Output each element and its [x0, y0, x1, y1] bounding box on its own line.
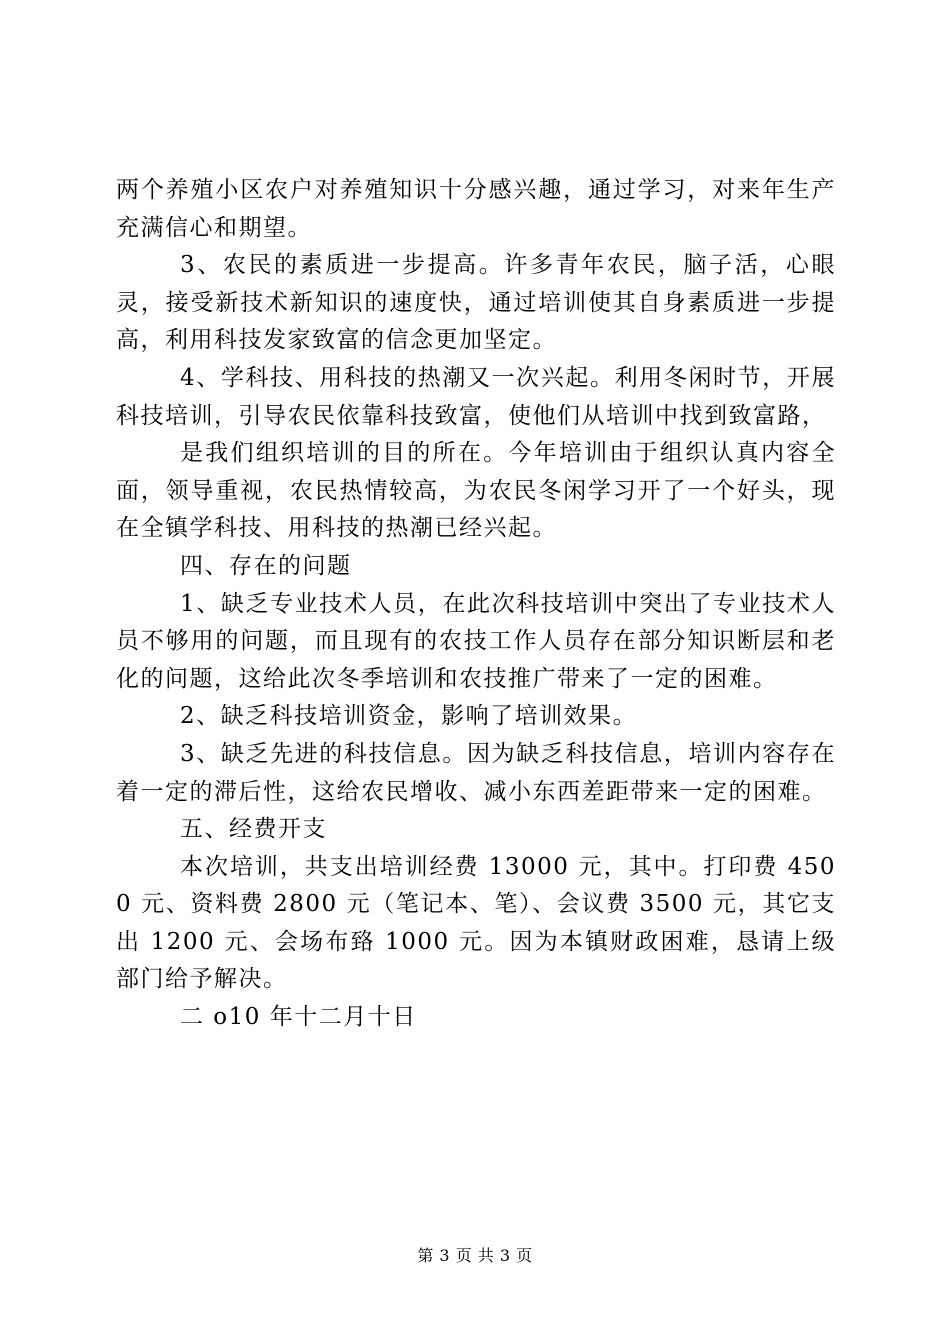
section-heading-expenses: 五、经费开支 [180, 816, 327, 843]
section-heading-problems: 四、存在的问题 [180, 552, 352, 579]
paragraph-1: 两个养殖小区农户对养殖知识十分感兴趣，通过学习，对来年生产充满信心和期望。 [116, 177, 836, 241]
paragraph-8: 本次培训，共支出培训经费 13000 元，其中。打印费 4500 元、资料费 2800 元（笔记本、笔）、会议费 3500 元，其它支出 1200 元、会场布臵 1000 元。因为本镇财政困难，恳请上级部门给予解决。 [116, 853, 836, 993]
paragraph-3: 4、学科技、用科技的热潮又一次兴起。利用冬闲时节，开展科技培训，引导农民依靠科技致富，使他们从培训中找到致富路， [116, 364, 836, 429]
paragraph-6: 2、缺乏科技培训资金，影响了培训效果。 [180, 703, 638, 730]
paragraph-4: 是我们组织培训的目的所在。今年培训由于组织认真内容全面，领导重视，农民热情较高，为农民冬闲学习开了一个好头，现在全镇学科技、用科技的热潮已经兴起。 [116, 440, 836, 542]
document-date: 二 o10 年十二月十日 [180, 1004, 417, 1031]
document-body [116, 172, 836, 1037]
page-footer: 第 3 页 共 3 页 [417, 1246, 533, 1265]
paragraph-7: 3、缺乏先进的科技信息。因为缺乏科技信息，培训内容存在着一定的滞后性，这给农民增收、减小东西差距带来一定的困难。 [116, 740, 836, 805]
paragraph-5: 1、缺乏专业技术人员，在此次科技培训中突出了专业技术人员不够用的问题，而且现有的农技工作人员存在部分知识断层和老化的问题，这给此次冬季培训和农技推广带来了一定的困难。 [116, 590, 836, 692]
paragraph-2: 3、农民的素质进一步提高。许多青年农民，脑子活，心眼灵，接受新技术新知识的速度快，通过培训使其自身素质进一步提高，利用科技发家致富的信念更加坚定。 [116, 252, 836, 354]
